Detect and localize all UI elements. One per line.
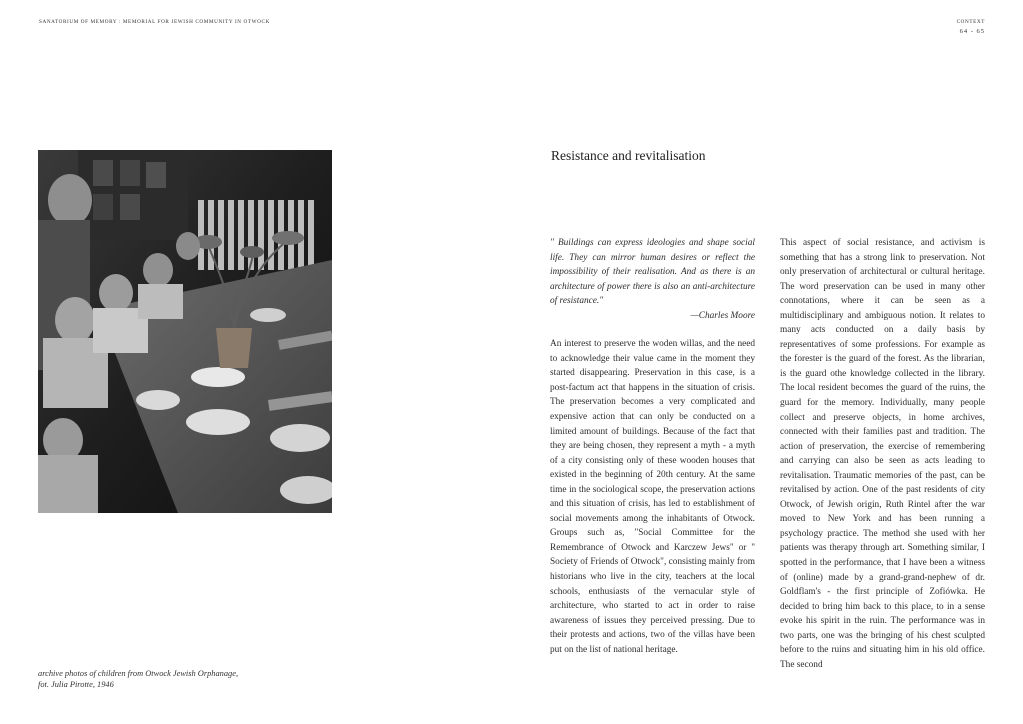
section-header [957,19,985,35]
caption-line-2: fot. Julia Pirotte, 1946 [38,680,114,689]
body-paragraph-1: An interest to preserve the woden willas, and the need to acknowledge their value came in the moment they started disappearing. Preservation in this case, is a post-factum act that happens in the situation of crisis. The preservation becomes a very complicated and expensive action that can only be conducted on a limited amount of buildings. Because of the fact that they are being chosen, they represent a myth - a myth of a city consisting only of these wooden houses that existed in the beginning of 20th century. At the same time in the sociological scope, the preservation actions and this situation of crisis, has led to establishment of social movements among the inhabitants of Otwock. Groups such as, "Social Committee for the Remembrance of Otwock and Karczew Jews" or " Society of Friends of Otwock", consisting mainly from historians who live in the city, teachers at the local schools, enthusiasts of the vernacular style of architecture, who started to act in order to raise awareness of issues they perceived pressing. Due to their protests and actions, two of the villas have been put on the list of national heritage. [550,339,755,655]
running-title: SANATORIUM OF MEMORY : MEMORIAL FOR JEWISH COMMUNITY IN OTWOCK [39,19,270,25]
quote-attribution: —Charles Moore [690,310,755,321]
archive-photo [38,150,332,513]
photo-caption [38,668,268,690]
text-column-left [550,236,755,657]
section-label: CONTEXT [956,19,985,25]
epigraph-quote: " Buildings can express ideologies and shape social life. They can mirror human desires or reflect the impossibility of their realisation. And as there is an architecture of power there is also an anti-architecture of resistance." [550,238,755,307]
article-title: Resistance and revitalisation [551,148,706,163]
body-paragraph-2: This aspect of social resistance, and activism is something that has a strong link to preservation. Not only preservation of architectural or cultural heritage. The word preservation can be used in many other connotations, where it can be seen as a multidisciplinary and ambiguous notion. It relates to many acts conducted on a daily basis by representatives of some professions. For example as the forester is the guard of the forest. As the librarian, is the guard othe knowledge collected in the library. The local resident becomes the guard of the ruins, the guard for the memory. Individually, many people collect and preserve objects, in home archives, connected with their families past and tradition. The action of preservation, the exercise of remembering and carrying can also be seen as acts leading to revitalisation. Traumatic memories of the past, can be revitalised by action. One of the past residents of city Otwock, of Jewish origin, Ruth Rintel after the war moved to New York and has been running a psychology practice. The method she used with her patients was therapy through art. Something similar, I spotted in the performance, that I have been a witness of (online) made by a grand-grand-nephew of dr. Goldflam's - the first principle of Zofiówka. He decided to bring him back to this place, to in a sense evoke his spirit in the ruin. The performance was in two parts, one was the bringing of his chest sculpted before to the ruins and situating him in his old office. The second [780,238,985,670]
text-column-right [780,236,985,672]
caption-line-1: archive photos of children from Otwock Jewish Orphanage, [38,669,239,678]
page-numbers: 64 - 65 [959,28,985,35]
photo-illustration [38,150,332,513]
